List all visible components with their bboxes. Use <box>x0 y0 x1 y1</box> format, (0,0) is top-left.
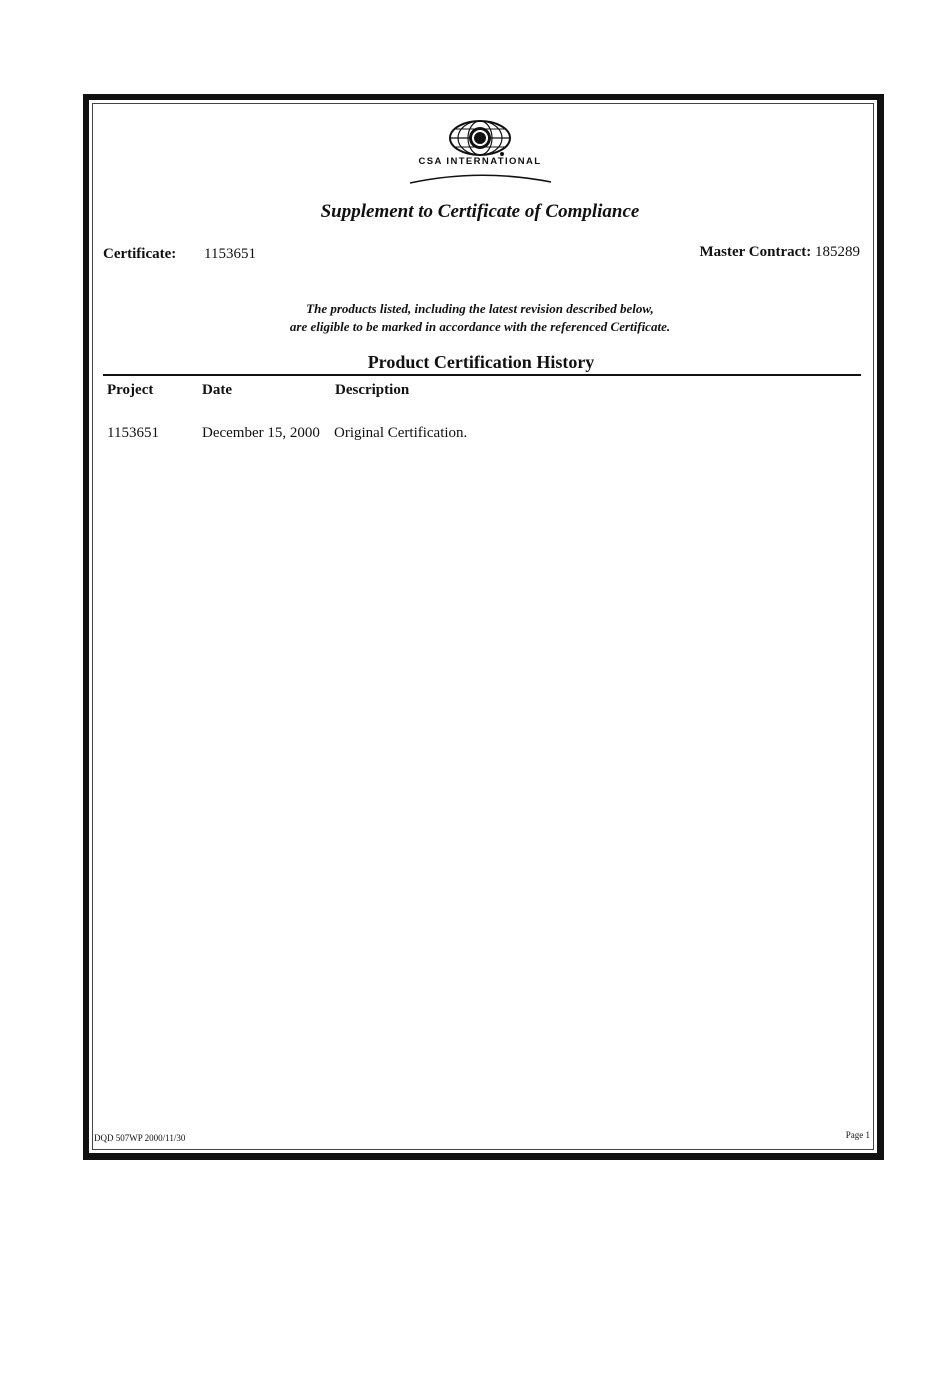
certificate-number: 1153651 <box>204 246 256 262</box>
history-title: Product Certification History <box>367 352 595 372</box>
column-header-description: Description <box>335 382 410 398</box>
row-project: 1153651 <box>107 425 159 441</box>
row-description: Original Certification. <box>334 425 468 441</box>
master-contract-label: Master Contract: <box>699 244 812 260</box>
master-contract <box>640 244 860 261</box>
page-number: Page 1 <box>845 1130 870 1140</box>
history-divider <box>103 374 861 376</box>
document-title: Supplement to Certificate of Compliance <box>320 201 640 222</box>
column-header-date: Date <box>202 382 232 398</box>
csa-logo-icon <box>447 118 513 158</box>
eligibility-line-2: are eligible to be marked in accordance with the referenced Certificate. <box>289 319 671 334</box>
master-contract-number: 185289 <box>815 244 860 260</box>
certificate-label: Certificate: <box>103 246 177 262</box>
form-code: DQD 507WP 2000/11/30 <box>94 1133 186 1143</box>
eligibility-line-1: The products listed, including the latest revision described below, <box>306 301 654 316</box>
swoosh-line-icon <box>408 170 553 186</box>
column-header-project: Project <box>107 382 154 398</box>
row-date: December 15, 2000 <box>202 425 320 441</box>
eligibility-statement <box>200 300 760 336</box>
brand-name: CSA INTERNATIONAL <box>418 156 542 167</box>
